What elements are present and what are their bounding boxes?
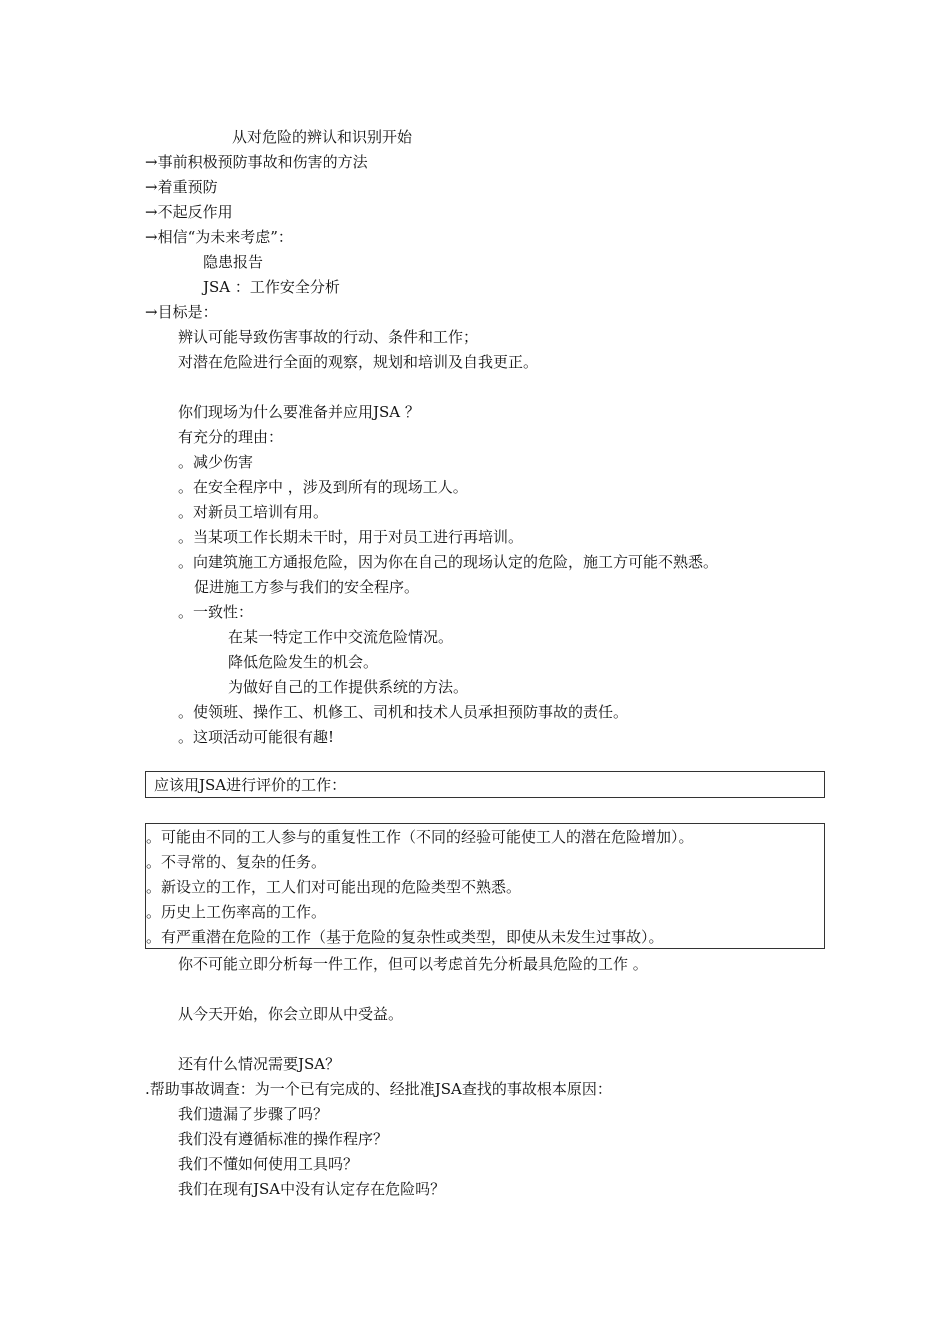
why-question: 你们现场为什么要准备并应用JSA ？ — [178, 403, 420, 421]
believe-sub-item: 隐患报告 — [203, 253, 264, 271]
goal-item: 对潜在危险进行全面的观察，规划和培训及自我更正。 — [178, 353, 539, 371]
believe-sub-item: JSA ：工作安全分析 — [203, 278, 340, 296]
jsa-title: 应该用JSA进行评价的工作： — [154, 776, 347, 794]
analysis-note: 你不可能立即分析每一件工作，但可以考虑首先分析最具危险的工作 。 — [178, 955, 648, 973]
investigation-question: 我们在现有JSA中没有认定存在危险吗？ — [178, 1180, 446, 1198]
jsa-job-item: 。历史上工伤率高的工作。 — [146, 903, 327, 921]
jsa-title-box — [145, 771, 825, 798]
goal-item: 辨认可能导致伤害事故的行动、条件和工作； — [178, 328, 479, 346]
investigation-line: .帮助事故调查：为一个已有完成的、经批准JSA查找的事故根本原因： — [145, 1080, 612, 1098]
jsa-job-item: 。可能由不同的工人参与的重复性工作（不同的经验可能使工人的潜在危险增加）。 — [146, 828, 694, 846]
reason-item: 。在安全程序中 ，涉及到所有的现场工人。 — [178, 478, 468, 496]
jsa-job-item: 。新设立的工作，工人们对可能出现的危险类型不熟悉。 — [146, 878, 522, 896]
arrow-item: →事前积极预防事故和伤害的方法 — [145, 153, 368, 171]
reasons-label: 有充分的理由： — [178, 428, 284, 446]
reason-item: 。这项活动可能很有趣! — [178, 728, 335, 746]
arrow-item: →相信“为未来考虑”： — [145, 228, 293, 246]
investigation-question: 我们不懂如何使用工具吗？ — [178, 1155, 359, 1173]
reason-item: 。使领班、操作工、机修工、司机和技术人员承担预防事故的责任。 — [178, 703, 629, 721]
question-two: 还有什么情况需要JSA？ — [178, 1055, 341, 1073]
page-heading: 从对危险的辨认和识别开始 — [232, 128, 413, 146]
arrow-item: →不起反作用 — [145, 203, 233, 221]
jsa-job-item: 。不寻常的、复杂的任务。 — [146, 853, 327, 871]
investigation-question: 我们遗漏了步骤了吗？ — [178, 1105, 329, 1123]
reason-subitem: 在某一特定工作中交流危险情况。 — [228, 628, 454, 646]
reason-subitem: 为做好自己的工作提供系统的方法。 — [228, 678, 469, 696]
reason-item: 。向建筑施工方通报危险，因为你在自己的现场认定的危险，施工方可能不熟悉。 — [178, 553, 719, 571]
jsa-jobs-box — [145, 823, 825, 949]
reason-item: 。一致性： — [178, 603, 254, 621]
goal-label: →目标是： — [145, 303, 218, 321]
jsa-job-item: 。有严重潜在危险的工作（基于危险的复杂性或类型，即使从未发生过事故）。 — [146, 928, 664, 946]
reason-item: 。对新员工培训有用。 — [178, 503, 329, 521]
investigation-question: 我们没有遵循标准的操作程序？ — [178, 1130, 389, 1148]
reason-item: 促进施工方参与我们的安全程序。 — [194, 578, 420, 596]
reason-item: 。减少伤害 — [178, 453, 254, 471]
benefit-note: 从今天开始，你会立即从中受益。 — [178, 1005, 404, 1023]
reason-subitem: 降低危险发生的机会。 — [228, 653, 379, 671]
reason-item: 。当某项工作长期未干时，用于对员工进行再培训。 — [178, 528, 524, 546]
arrow-item: →着重预防 — [145, 178, 218, 196]
